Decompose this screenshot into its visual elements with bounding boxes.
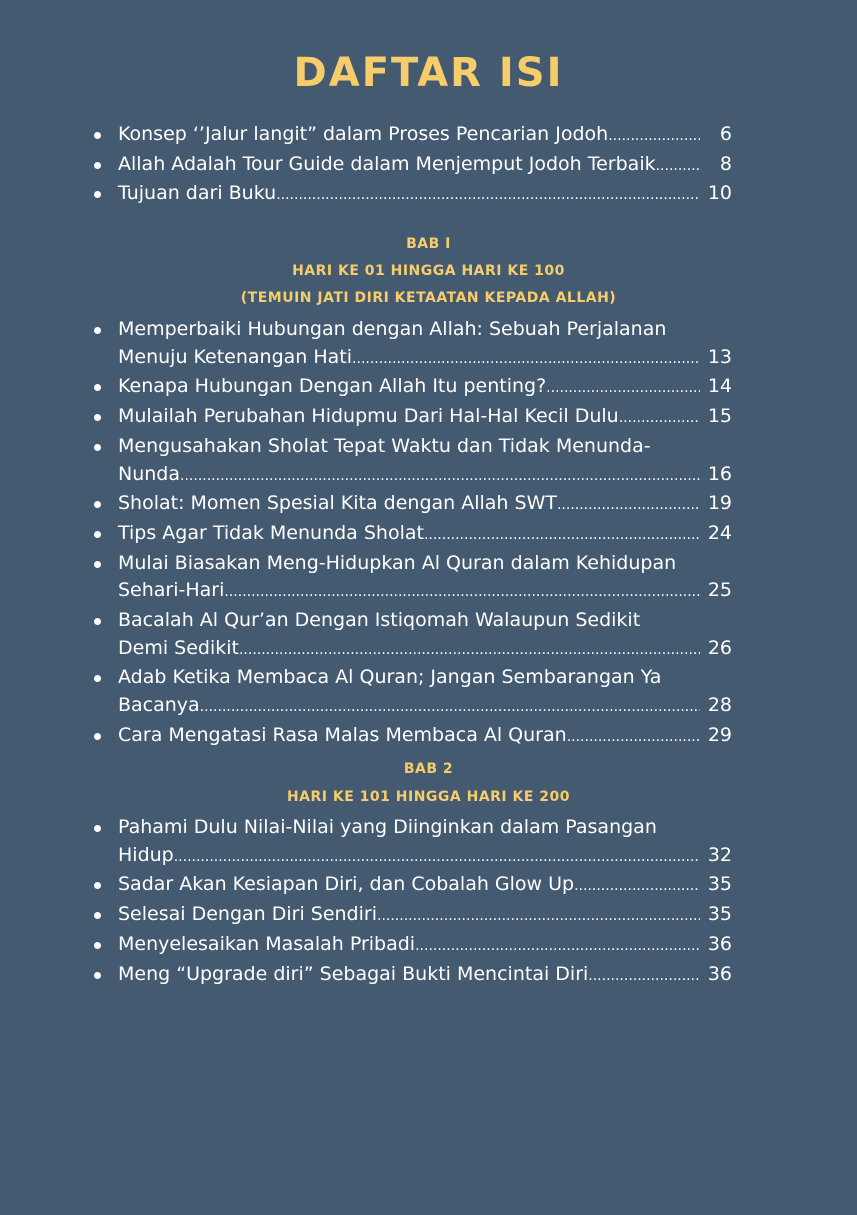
dot-leader — [200, 692, 700, 722]
toc-entry[interactable] — [92, 121, 732, 151]
toc-entry-page: 36 — [707, 932, 732, 955]
toc-entry[interactable] — [92, 871, 732, 901]
toc-entry[interactable] — [92, 490, 732, 520]
toc-entry[interactable] — [92, 433, 732, 490]
toc-entry-page: 35 — [707, 903, 732, 926]
bullet-icon — [94, 882, 101, 889]
toc-entry-page: 29 — [707, 723, 732, 746]
bullet-icon — [94, 912, 101, 919]
bullet-icon — [94, 561, 101, 568]
toc-entry-title-line: Bacalah Al Qur’an Dengan Istiqomah Walaupun Sedikit — [118, 609, 641, 632]
bullet-icon — [94, 618, 101, 625]
chapter-theme: (TEMUIN JATI DIRI KETAATAN KEPADA ALLAH) — [240, 290, 617, 306]
bullet-icon — [94, 501, 101, 508]
dot-leader — [557, 490, 700, 520]
toc-entry-page: 25 — [707, 579, 732, 602]
toc-entry-page: 16 — [707, 462, 732, 485]
toc-entry-page: 10 — [707, 182, 732, 205]
toc-entry-page: 24 — [707, 521, 732, 544]
toc-entry-title: Allah Adalah Tour Guide dalam Menjemput Jodoh Terbaik — [118, 152, 656, 175]
dot-leader — [415, 931, 700, 961]
toc-entry-title-line: Adab Ketika Membaca Al Quran; Jangan Sembarangan Ya — [118, 666, 662, 689]
bullet-icon — [94, 825, 101, 832]
toc-entry-title-line: Mulai Biasakan Meng-Hidupkan Al Quran dalam Kehidupan — [118, 551, 677, 574]
bullet-icon — [94, 327, 101, 334]
bullet-icon — [94, 972, 101, 979]
dot-leader — [619, 403, 700, 433]
toc-entry-title: Cara Mengatasi Rasa Malas Membaca Al Quran — [118, 723, 567, 746]
dot-leader — [546, 373, 700, 403]
toc-entry[interactable] — [92, 961, 732, 991]
bullet-icon — [94, 414, 101, 421]
toc-entry-title: Demi Sedikit — [118, 636, 239, 659]
dot-leader — [352, 344, 700, 374]
toc-entry[interactable] — [92, 722, 732, 752]
toc-entry-page: 15 — [707, 405, 732, 428]
toc-entry-title: Sadar Akan Kesiapan Diri, dan Cobalah Glow Up — [118, 873, 575, 896]
toc-entry[interactable] — [92, 664, 732, 721]
page-title: DAFTAR ISI — [293, 50, 564, 96]
dot-leader — [656, 151, 700, 181]
toc-entry[interactable] — [92, 607, 732, 664]
toc-entry-title: Sholat: Momen Spesial Kita dengan Allah SWT — [118, 492, 557, 515]
toc-intro-list — [92, 121, 732, 210]
toc-entry-title: Mulailah Perubahan Hidupmu Dari Hal-Hal Kecil Dulu — [118, 405, 619, 428]
dot-leader — [224, 577, 700, 607]
toc-entry-page: 26 — [707, 636, 732, 659]
chapter-subtitle: HARI KE 101 HINGGA HARI KE 200 — [286, 789, 571, 805]
toc-entry[interactable] — [92, 316, 732, 373]
dot-leader — [180, 461, 700, 491]
toc-entry-title: Tips Agar Tidak Menunda Sholat — [118, 521, 424, 544]
toc-entry[interactable] — [92, 151, 732, 181]
toc-entry[interactable] — [92, 520, 732, 550]
chapter-label: BAB I — [406, 236, 451, 252]
toc-entry[interactable] — [92, 373, 732, 403]
toc-entry[interactable] — [92, 403, 732, 433]
toc-entry-page: 28 — [707, 694, 732, 717]
chapter-label: BAB 2 — [403, 761, 454, 777]
toc-entry-title: Hidup — [118, 843, 174, 866]
dot-leader — [424, 520, 700, 550]
bullet-icon — [94, 942, 101, 949]
dot-leader — [276, 180, 700, 210]
toc-entry[interactable] — [92, 814, 732, 871]
toc-entry-title: Kenapa Hubungan Dengan Allah Itu penting? — [118, 375, 547, 398]
toc-entry-title: Nunda — [118, 462, 181, 485]
dot-leader — [174, 842, 700, 872]
bullet-icon — [94, 384, 101, 391]
toc-entry-title: Sehari-Hari — [118, 579, 225, 602]
toc-entry-page: 13 — [707, 345, 732, 368]
toc-entry-page: 8 — [719, 152, 732, 175]
toc-entry-page: 19 — [707, 492, 732, 515]
toc-entry-title: Meng “Upgrade diri” Sebagai Bukti Mencintai Diri — [118, 962, 589, 985]
toc-bab1-list — [92, 316, 732, 752]
toc-entry-page: 6 — [719, 123, 732, 145]
chapter-subtitle: HARI KE 01 HINGGA HARI KE 100 — [292, 263, 565, 279]
toc-entry-title: Menuju Ketenangan Hati — [118, 345, 353, 368]
bullet-icon — [94, 132, 101, 139]
bullet-icon — [94, 444, 101, 451]
bullet-icon — [94, 531, 101, 538]
toc-entry-title-line: Pahami Dulu Nilai-Nilai yang Diinginkan dalam Pasangan — [118, 816, 657, 838]
toc-entry-title: Menyelesaikan Masalah Pribadi — [118, 932, 416, 955]
toc-entry-title: Selesai Dengan Diri Sendiri — [118, 903, 377, 926]
dot-leader — [588, 961, 700, 991]
bullet-icon — [94, 675, 101, 682]
bullet-icon — [94, 733, 101, 740]
dot-leader — [377, 901, 700, 931]
toc-entry[interactable] — [92, 180, 732, 210]
dot-leader — [574, 871, 700, 901]
toc-bab2-list — [92, 814, 732, 990]
toc-entry-page: 14 — [707, 375, 732, 398]
toc-entry[interactable] — [92, 901, 732, 931]
toc-entry-title-line: Memperbaiki Hubungan dengan Allah: Sebuah Perjalanan — [118, 318, 667, 340]
dot-leader — [608, 121, 700, 151]
toc-entry-title: Tujuan dari Buku — [118, 182, 277, 205]
toc-entry[interactable] — [92, 931, 732, 961]
toc-entry-page: 35 — [707, 873, 732, 896]
bullet-icon — [94, 162, 101, 169]
toc-entry-title-line: Mengusahakan Sholat Tepat Waktu dan Tidak Menunda- — [118, 434, 651, 457]
dot-leader — [567, 722, 700, 752]
toc-entry[interactable] — [92, 550, 732, 607]
toc-entry-title: Bacanya — [118, 694, 200, 717]
toc-entry-title: Konsep ‘’Jalur langit” dalam Proses Pencarian Jodoh — [118, 123, 609, 145]
dot-leader — [239, 635, 700, 665]
toc-entry-page: 36 — [707, 962, 732, 985]
toc-entry-page: 32 — [707, 843, 732, 866]
bullet-icon — [94, 191, 101, 198]
